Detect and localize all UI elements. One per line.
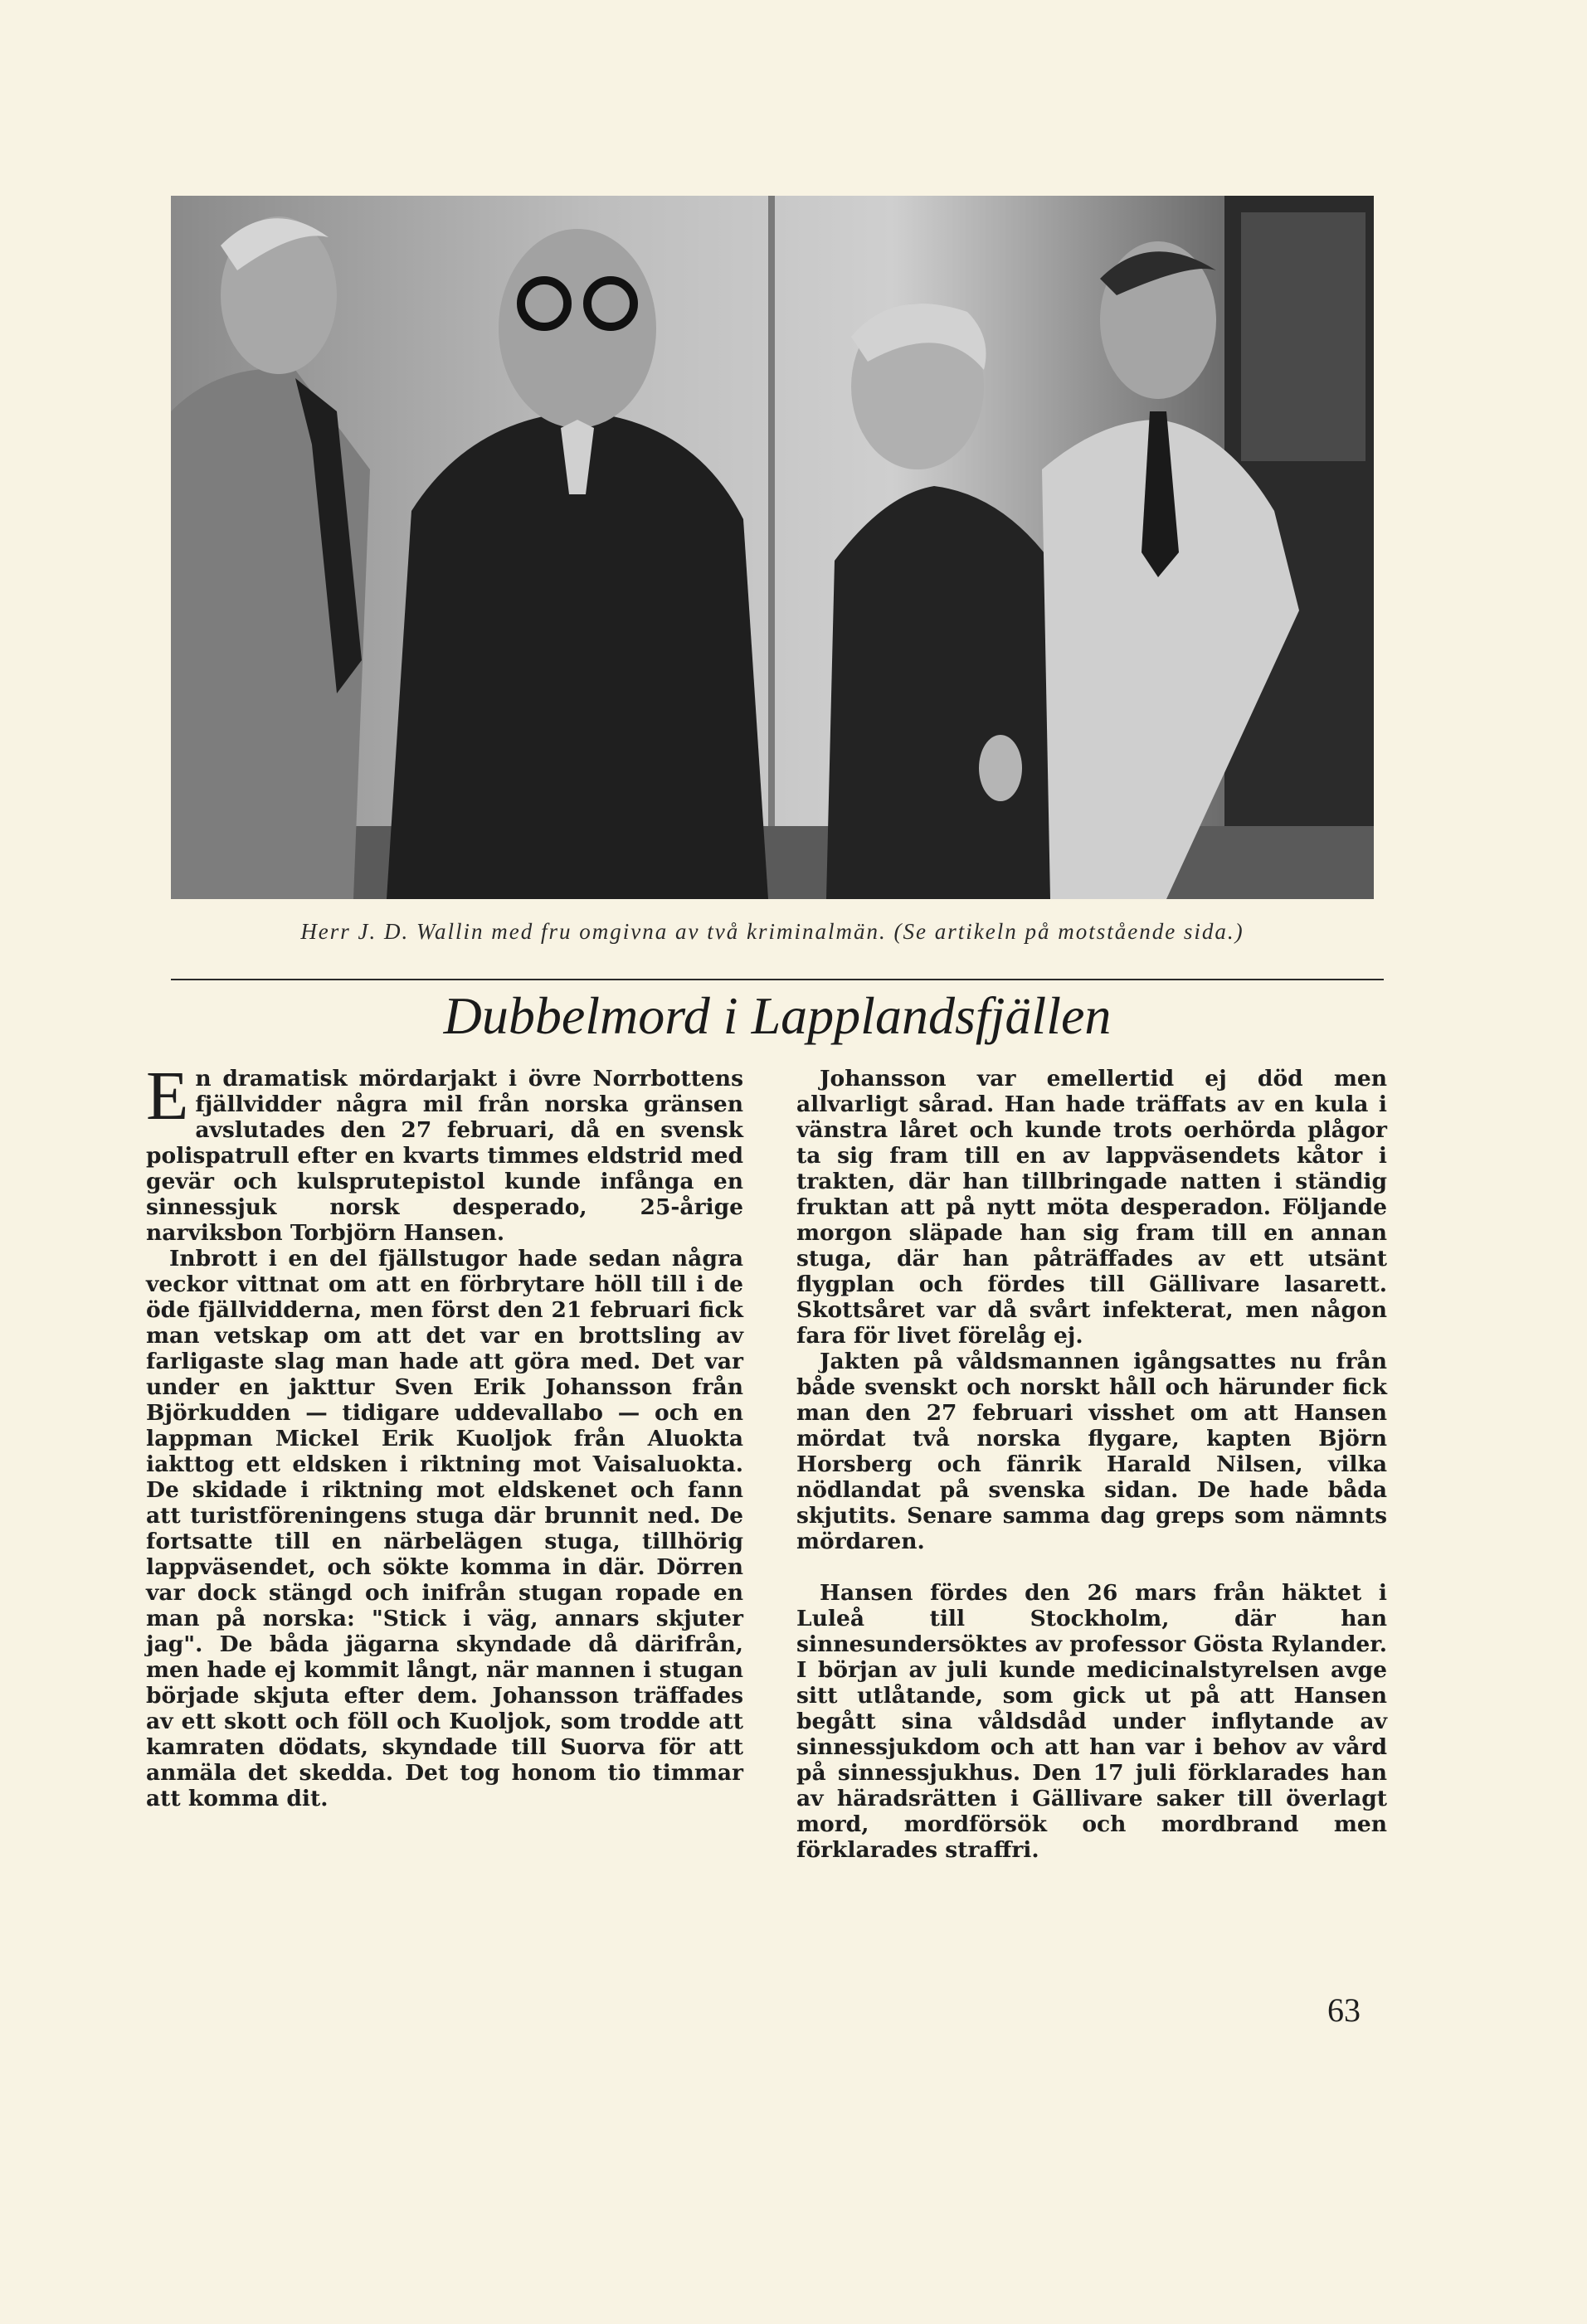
article-headline: Dubbelmord i Lapplandsfjällen — [443, 986, 1112, 1045]
photo-caption: Herr J. D. Wallin med fru omgivna av två kriminalmän. (Se artikeln på motstående sida.) — [300, 919, 1244, 944]
article-photo — [171, 196, 1374, 899]
paragraph-1 — [146, 1057, 743, 1246]
paragraph-5: Hansen fördes den 26 mars från häktet i Luleå till Stockholm, där han sinnesundersöktes av professor Gösta Rylander. I början av juli kunde medicinalstyrelsen avge sitt utlåtande, som gick ut på att Hansen begått sina våldsdåd under inflytande av sinnessjukdom och att han var i behov av vård på sinnessjukhus. Den 17 juli förklarades han av häradsrätten i Gällivare saker till överlagt mord, mordförsök och mordbrand men förklarades straffri. — [796, 1580, 1387, 1863]
paragraph-4: Jakten på våldsmannen igångsattes nu från både svenskt och norskt håll och härunder fick man den 27 februari visshet om att Hansen mördat två norska flygare, kapten Björn Horsberg och fänrik Harald Nilsen, vilka nödlandat på svenska sidan. De hade båda skjutits. Senare samma dag greps som nämnts mördaren. — [796, 1349, 1387, 1554]
paragraph-3: Johansson var emellertid ej död men allvarligt sårad. Han hade träffats av en kula i vänstra låret och kunde trots oerhörda plågor ta sig fram till en av lappväsendets kåtor i trakten, där han tillbringade natten i ständig fruktan att på nytt möta desperadon. Följande morgon släpade han sig fram till en annan stuga, där han påträffades av ett utsänt flygplan och fördes till Gällivare lasarett. Skottsåret var då svårt infekterat, men någon fara för livet förelåg ej. — [796, 1066, 1387, 1349]
page-number: 63 — [1327, 1991, 1361, 2029]
article-column-left — [146, 1057, 743, 1811]
article-column-right — [796, 1066, 1387, 1863]
drop-cap: E — [146, 1057, 189, 1135]
divider-rule — [171, 979, 1384, 980]
paragraph-2: Inbrott i en del fjällstugor hade sedan några veckor vittnat om att en förbrytare höll till i de öde fjällvidderna, men först den 21 februari fick man vetskap om att det var en brottsling av farligaste slag man hade att göra med. Det var under en jakttur Sven Erik Johansson från Björkudden — tidigare uddevallabo — och en lappman Mickel Erik Kuoljok från Aluokta iakttog ett eldsken i riktning mot Vaisaluokta. De skidade i riktning mot eldskenet och fann att turistföreningens stuga där brunnit ned. De fortsatte till en närbelägen stuga, tillhörig lappväsendet, och sökte komma in där. Dörren var dock stängd och inifrån stugan ropade en man på norska: "Stick i väg, annars skjuter jag". De båda jägarna skyndade då därifrån, men hade ej kommit långt, när mannen i stugan började skjuta efter dem. Johansson träffades av ett skott och föll och Kuoljok, som trodde att kamraten dödats, skyndade till Suorva för att anmäla det skedda. Det tog honom tio timmar att komma dit. — [146, 1246, 743, 1811]
paragraph-1-text: n dramatisk mördarjakt i övre Norrbottens fjällvidder några mil från norska gränsen avslutades den 27 februari, då en svensk polispatrull efter en kvarts timmes eldstrid med gevär och kulsprutepistol kunde infånga en sinnessjuk norsk desperado, 25-årige narviksbon Torbjörn Hansen. — [146, 1066, 743, 1246]
photo-illustration — [171, 196, 1374, 899]
